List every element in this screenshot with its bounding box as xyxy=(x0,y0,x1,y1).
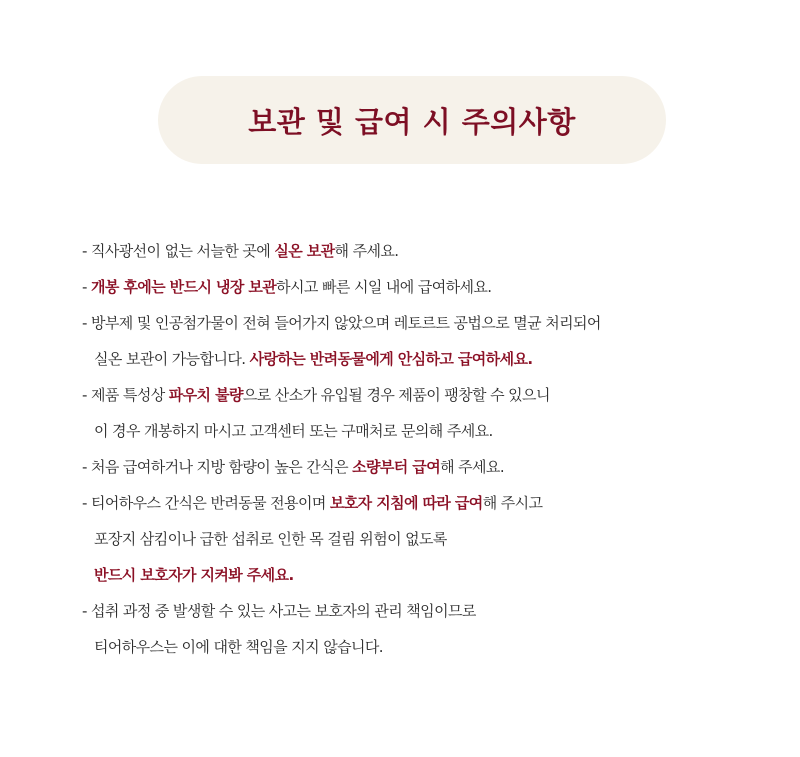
notice-text: 포장지 삼킴이나 급한 섭취로 인한 목 걸림 위험이 없도록 xyxy=(94,530,447,548)
notice-line-continuation xyxy=(82,521,772,557)
highlighted-text: 파우치 불량 xyxy=(168,386,243,404)
notice-text: - 방부제 및 인공첨가물이 전혀 들어가지 않았으며 레토르트 공법으로 멸균 처리되어 xyxy=(82,314,601,332)
notice-text: - 티어하우스 간식은 반려동물 전용이며 xyxy=(82,494,330,512)
notice-list xyxy=(82,233,772,665)
highlighted-text: 실온 보관 xyxy=(274,242,335,260)
notice-text: 이 경우 개봉하지 마시고 고객센터 또는 구매처로 문의해 주세요. xyxy=(94,422,493,440)
notice-line xyxy=(82,377,772,413)
page-title: 보관 및 급여 시 주의사항 xyxy=(248,104,576,139)
notice-line xyxy=(82,485,772,521)
notice-text: 해 주세요. xyxy=(440,458,504,476)
title-banner xyxy=(158,76,666,164)
notice-line xyxy=(82,449,772,485)
notice-line-continuation xyxy=(82,341,772,377)
notice-text: - 처음 급여하거나 지방 함량이 높은 간식은 xyxy=(82,458,353,476)
notice-text: 하시고 빠른 시일 내에 급여하세요. xyxy=(276,278,492,296)
notice-text: - xyxy=(82,278,91,296)
highlighted-text: 보호자 지침에 따라 급여 xyxy=(329,494,483,512)
notice-text: - 제품 특성상 xyxy=(82,386,169,404)
notice-line-continuation xyxy=(82,557,772,593)
highlighted-text: 개봉 후에는 반드시 냉장 보관 xyxy=(90,278,277,296)
highlighted-text: 사랑하는 반려동물에게 안심하고 급여하세요. xyxy=(249,350,533,368)
notice-line xyxy=(82,233,772,269)
notice-line-continuation xyxy=(82,413,772,449)
notice-text: 티어하우스는 이에 대한 책임을 지지 않습니다. xyxy=(94,638,383,656)
notice-text: 해 주시고 xyxy=(482,494,543,512)
notice-line xyxy=(82,305,772,341)
notice-text: - 섭취 과정 중 발생할 수 있는 사고는 보호자의 관리 책임이므로 xyxy=(82,602,476,620)
notice-line-continuation xyxy=(82,629,772,665)
highlighted-text: 소량부터 급여 xyxy=(352,458,441,476)
highlighted-text: 반드시 보호자가 지켜봐 주세요. xyxy=(94,566,294,584)
notice-text: 해 주세요. xyxy=(334,242,399,260)
notice-text: 으로 산소가 유입될 경우 제품이 팽창할 수 있으니 xyxy=(242,386,550,404)
notice-text: - 직사광선이 없는 서늘한 곳에 xyxy=(82,242,275,260)
notice-line xyxy=(82,269,772,305)
notice-line xyxy=(82,593,772,629)
notice-text: 실온 보관이 가능합니다. xyxy=(94,350,250,368)
